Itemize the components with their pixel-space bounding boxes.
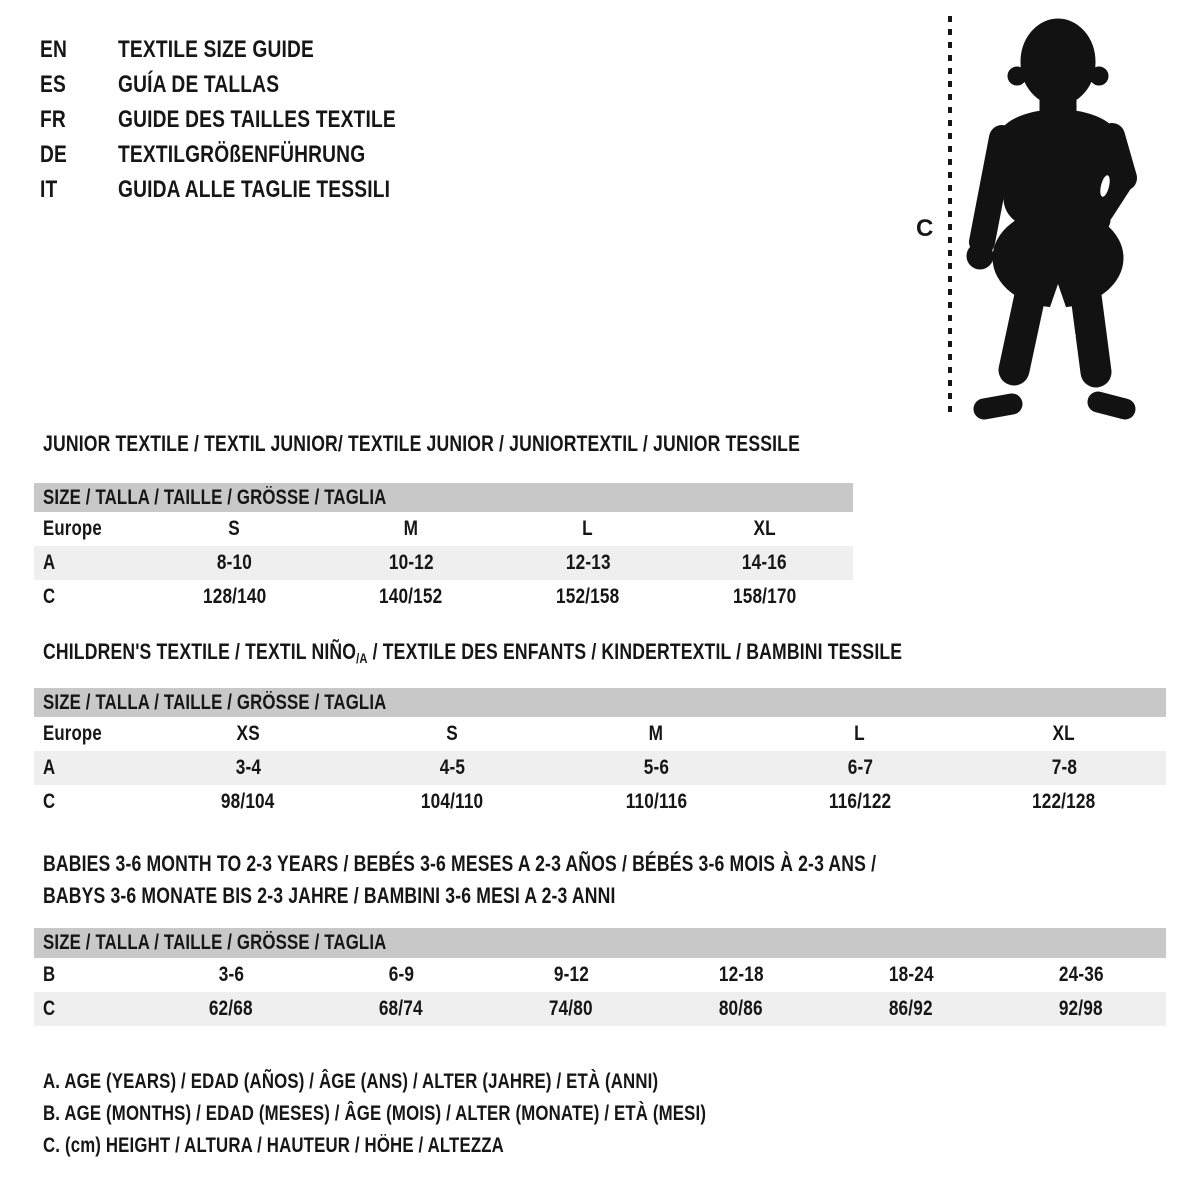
height-measure-label: C bbox=[916, 215, 934, 242]
cell: 98/104 bbox=[221, 790, 275, 813]
cell: 6-9 bbox=[388, 963, 414, 986]
children-row-europe bbox=[34, 717, 1166, 751]
cell: 5-6 bbox=[554, 751, 758, 785]
lang-title-it: GUIDA ALLE TAGLIE TESSILI bbox=[118, 176, 391, 203]
cell: 80/86 bbox=[656, 992, 826, 1026]
toddler-silhouette bbox=[967, 19, 1125, 409]
cell: 9-12 bbox=[553, 963, 589, 986]
cell: 4-5 bbox=[350, 751, 554, 785]
cell: 18-24 bbox=[888, 963, 934, 986]
row-label: A bbox=[34, 751, 146, 785]
cell: 12-13 bbox=[500, 546, 677, 580]
cell: 140/152 bbox=[379, 585, 443, 608]
cell: XS bbox=[236, 722, 260, 745]
cell: 158/170 bbox=[732, 585, 797, 608]
legend bbox=[43, 1066, 872, 1162]
cell: 86/92 bbox=[826, 992, 996, 1026]
lang-title-es: GUÍA DE TALLAS bbox=[118, 71, 280, 98]
cell: XL bbox=[1052, 722, 1076, 745]
row-label: C bbox=[43, 790, 56, 813]
cell: 116/122 bbox=[828, 790, 892, 813]
cell: 12-18 bbox=[718, 963, 764, 986]
children-size-header: SIZE / TALLA / TAILLE / GRÖSSE / TAGLIA bbox=[34, 688, 1166, 717]
cell: 74/80 bbox=[486, 992, 656, 1026]
cell: 10-12 bbox=[323, 546, 500, 580]
row-label: C bbox=[43, 585, 56, 608]
row-label: Europe bbox=[43, 517, 102, 540]
cell: S bbox=[446, 722, 458, 745]
cell: 3-6 bbox=[218, 963, 244, 986]
children-size-table bbox=[34, 688, 1166, 819]
cell: 14-16 bbox=[676, 546, 853, 580]
junior-section-title: JUNIOR TEXTILE / TEXTIL JUNIOR/ TEXTILE JUNIOR / JUNIORTEXTIL / JUNIOR TESSILE bbox=[43, 431, 800, 456]
cell: 104/110 bbox=[420, 790, 484, 813]
cell: 92/98 bbox=[996, 992, 1166, 1026]
babies-section-title: BABIES 3-6 MONTH TO 2-3 YEARS / BEBÉS 3-6 MESES A 2-3 AÑOS / BÉBÉS 3-6 MOIS À 2-3 ANS / BABYS 3-6 MONATE BIS 2-3 JAHRE / BAMBINI 3-6 MESI A 2-3 ANNI bbox=[43, 851, 877, 908]
lang-code-fr: FR bbox=[40, 106, 66, 133]
babies-size-header: SIZE / TALLA / TAILLE / GRÖSSE / TAGLIA bbox=[34, 928, 1166, 958]
junior-size-header: SIZE / TALLA / TAILLE / GRÖSSE / TAGLIA bbox=[34, 483, 853, 512]
row-label: Europe bbox=[43, 722, 102, 745]
babies-size-table bbox=[34, 928, 1166, 1026]
cell: M bbox=[648, 722, 664, 745]
junior-size-table bbox=[34, 483, 853, 614]
lang-title-de: TEXTILGRÖßENFÜHRUNG bbox=[118, 141, 366, 168]
cell: XL bbox=[753, 517, 776, 540]
cell: 122/128 bbox=[1032, 790, 1096, 813]
cell: S bbox=[228, 517, 241, 540]
children-row-age bbox=[34, 751, 1166, 785]
cell: 68/74 bbox=[316, 992, 486, 1026]
toddler-silhouette-figure bbox=[900, 8, 1200, 423]
cell: 3-4 bbox=[146, 751, 350, 785]
cell: 110/116 bbox=[625, 790, 687, 813]
cell: 62/68 bbox=[146, 992, 316, 1026]
babies-row-months bbox=[34, 958, 1166, 992]
lang-code-de: DE bbox=[40, 141, 67, 168]
cell: M bbox=[403, 517, 419, 540]
row-label: B bbox=[43, 963, 56, 986]
lang-title-fr: GUIDE DES TAILLES TEXTILE bbox=[118, 106, 396, 133]
row-label: A bbox=[34, 546, 146, 580]
cell: 152/158 bbox=[556, 585, 620, 608]
lang-code-es: ES bbox=[40, 71, 66, 98]
cell: 7-8 bbox=[962, 751, 1166, 785]
children-row-height bbox=[34, 785, 1166, 819]
legend-line-a: A. AGE (YEARS) / EDAD (AÑOS) / ÂGE (ANS) / ALTER (JAHRE) / ETÀ (ANNI) bbox=[43, 1070, 659, 1093]
babies-row-height bbox=[34, 992, 1166, 1026]
legend-line-b: B. AGE (MONTHS) / EDAD (MESES) / ÂGE (MOIS) / ALTER (MONATE) / ETÀ (MESI) bbox=[43, 1102, 707, 1125]
cell: 8-10 bbox=[146, 546, 323, 580]
cell: 6-7 bbox=[758, 751, 962, 785]
junior-row-age bbox=[34, 546, 853, 580]
cell: L bbox=[582, 517, 594, 540]
legend-line-c: C. (cm) HEIGHT / ALTURA / HAUTEUR / HÖHE / ALTEZZA bbox=[43, 1134, 504, 1157]
cell: 24-36 bbox=[1058, 963, 1104, 986]
children-section-title: CHILDREN'S TEXTILE / TEXTIL NIÑO/A / TEXTILE DES ENFANTS / KINDERTEXTIL / BAMBINI TESSILE bbox=[43, 639, 903, 666]
lang-title-en: TEXTILE SIZE GUIDE bbox=[118, 36, 314, 63]
lang-code-en: EN bbox=[40, 36, 67, 63]
lang-code-it: IT bbox=[40, 176, 58, 203]
junior-row-height bbox=[34, 580, 853, 614]
cell: L bbox=[854, 722, 866, 745]
junior-row-europe bbox=[34, 512, 853, 546]
cell: 128/140 bbox=[202, 585, 267, 608]
row-label: C bbox=[34, 992, 146, 1026]
